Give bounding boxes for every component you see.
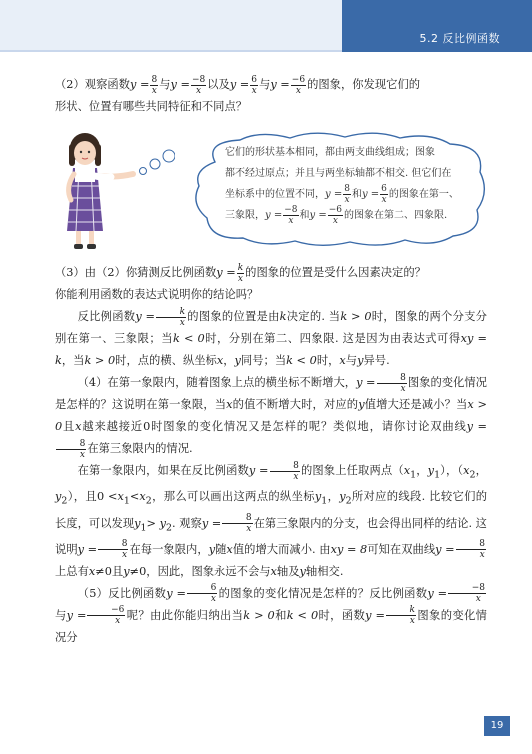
question-3: （3）由（2）你猜测反比例函数y = $\frac{k}{x}$ 的图象的位置是受什么因素决定的？ 你能利用函数的表达式说明你的结论吗？ <box>55 262 426 301</box>
bubble-answer: 它们的形状基本相同，都由两支曲线组成；图象 都不经过原点；并且与两坐标轴都不相交. 但它们在 坐标系中的位置不同，y = $\frac{8}{x}$ 和y = $\frac{6}{x}$ 的图象在第一、 三象限，y = $\frac{-8}{x}$ 和y = $\frac{-6}{x}$ 的图象在第二、四象限. <box>225 147 459 226</box>
page-header <box>0 0 532 52</box>
page-number: 19 <box>484 716 510 736</box>
question-5: （5）反比例函数y = $\frac{6}{x}$ 的图象的变化情况是怎样的？反比例函数y = $\frac{-8}{x}$ 与y = $\frac{-6}{x}$ 呢？由此你能归纳出当k > 0和k < 0时，函数y = $\frac{k}{x}$ 图象的变化情况分 <box>55 583 487 644</box>
girl-illustration <box>45 126 175 251</box>
question-4: （4）在第一象限内，随着图象上点的横坐标不断增大，y = $\frac{8}{x}$ 图象的变化情况是怎样的？这说明在第一象限，当x的值不断增大时，对应的y值增大还是减小？当x > 0且x越来越接近0时图象的变化情况又是怎样的呢？类似地，请你讨论双曲线y = $\frac{8}{x}$ 在第三象限内的情况. <box>55 372 487 460</box>
section-title: 5.2 反比例函数 <box>419 32 500 45</box>
page-body <box>55 74 487 649</box>
answer-3: 反比例函数y = $\frac{k}{x}$ 的图象的位置是由k决定的. 当k > 0时，图象的两个分支分别在第一、三象限；当k < 0时，分别在第二、四象限. 这是因为由表达式可得xy = k，当k > 0时，点的横、纵坐标x，y同号；当k < 0时，x与y异号. <box>55 306 487 367</box>
answer-4: 在第一象限内，如果在反比例函数y = $\frac{8}{x}$ 的图象上任取两点（$x_1$，$y_1$），（$x_2$，$y_2$），且$0 <x_1<x_2$，那么可以画出这两点的纵坐标$y_1$，$y_2$所对应的线段. 比较它们的长度，可以发现$y_1> y_2$. 观察y = $\frac{8}{x}$ 在第三象限内的分支，也会得出同样的结论. 这说明y = $\frac{8}{x}$ 在每一象限内，y随x值的增大而减小. 由xy = 8可知在双曲线y = $\frac{8}{x}$ 上总有x≠0且y≠0，因此，图象永远不会与x轴及y轴相交. <box>55 460 487 578</box>
illustration-row <box>55 126 487 256</box>
question-2: （2）观察函数y = $\frac{8}{x}$ 与y = $\frac{-8}{x}$ 以及y = $\frac{6}{x}$ 与y = $\frac{-6}{x}$ 的图象，你发现它们的 形状、位置有哪些共同特征和不同点？ <box>55 74 421 113</box>
header-rule <box>0 50 342 52</box>
